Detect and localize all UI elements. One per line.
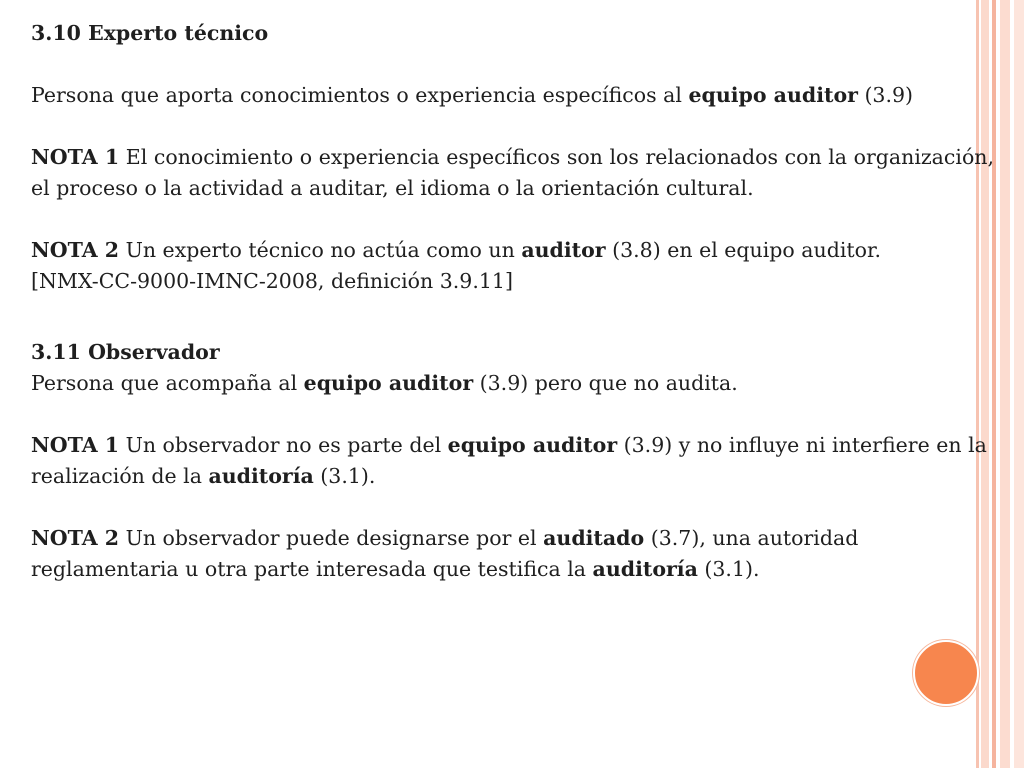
decorative-circle (913, 640, 979, 706)
note-1-observador: NOTA 1 Un observador no es parte del equipo auditor (3.9) y no influye ni interfiere en la realización de la auditoría (3.1). (31, 433, 987, 488)
note-1-experto-tecnico: NOTA 1 El conocimiento o experiencia específicos son los relacionados con la organización, el proceso o la actividad a auditar, el idioma o la orientación cultural. (31, 145, 995, 200)
stripe (1014, 0, 1024, 768)
stripe (1000, 0, 1010, 768)
slide-content (31, 18, 994, 585)
note-2-observador: NOTA 2 Un observador puede designarse por el auditado (3.7), una autoridad reglamentaria u otra parte interesada que testifica la auditoría (3.1). (31, 526, 859, 581)
note-2-experto-tecnico: NOTA 2 Un experto técnico no actúa como un auditor (3.8) en el equipo auditor. [NMX-CC-9000-IMNC-2008, definición 3.9.11] (31, 238, 882, 293)
reference: [NMX-CC-9000-IMNC-2008, definición 3.9.11] (31, 269, 513, 293)
definition-experto-tecnico: Persona que aporta conocimientos o experiencia específicos al equipo auditor (3.9) (31, 83, 914, 107)
section-title-observador: 3.11 Observador (31, 340, 220, 364)
definition-observador: Persona que acompaña al equipo auditor (3.9) pero que no audita. (31, 371, 738, 395)
section-title-experto-tecnico: 3.10 Experto técnico (31, 21, 269, 45)
